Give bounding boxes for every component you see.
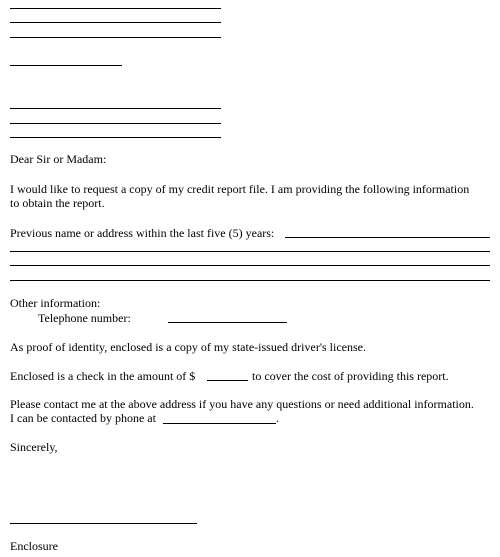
enclosure-note: Enclosure [10, 539, 58, 553]
check-amount-prefix: Enclosed is a check in the amount of $ [10, 369, 196, 383]
telephone-number-label: Telephone number: [38, 311, 131, 325]
recipient-address-line-1 [10, 108, 221, 109]
intro-line-1: I would like to request a copy of my credit report file. I am providing the following information [10, 182, 470, 196]
other-information-label: Other information: [10, 296, 101, 310]
telephone-number-field[interactable] [168, 322, 287, 323]
contact-line-2-suffix: . [276, 411, 279, 425]
intro-line-2: to obtain the report. [10, 196, 105, 210]
proof-of-identity-text: As proof of identity, enclosed is a copy of my state-issued driver's license. [10, 340, 366, 354]
previous-name-address-field-3[interactable] [10, 265, 490, 266]
previous-name-address-field-2[interactable] [10, 251, 490, 252]
sender-address-line-1 [10, 8, 221, 9]
contact-phone-field[interactable] [163, 423, 276, 424]
date-line [10, 65, 122, 66]
check-amount-field[interactable] [207, 380, 248, 381]
sender-address-line-2 [10, 22, 221, 23]
recipient-address-line-3 [10, 137, 221, 138]
salutation: Dear Sir or Madam: [10, 152, 107, 166]
contact-line-1: Please contact me at the above address if you have any questions or need additional information. [10, 397, 474, 411]
previous-name-address-field-1[interactable] [285, 237, 490, 238]
previous-name-address-label: Previous name or address within the last five (5) years: [10, 226, 275, 240]
closing: Sincerely, [10, 440, 58, 454]
previous-name-address-field-4[interactable] [10, 280, 490, 281]
check-amount-suffix: to cover the cost of providing this report. [252, 369, 449, 383]
contact-line-2-prefix: I can be contacted by phone at [10, 411, 156, 425]
recipient-address-line-2 [10, 123, 221, 124]
signature-line[interactable] [10, 523, 197, 524]
sender-address-line-3 [10, 37, 221, 38]
